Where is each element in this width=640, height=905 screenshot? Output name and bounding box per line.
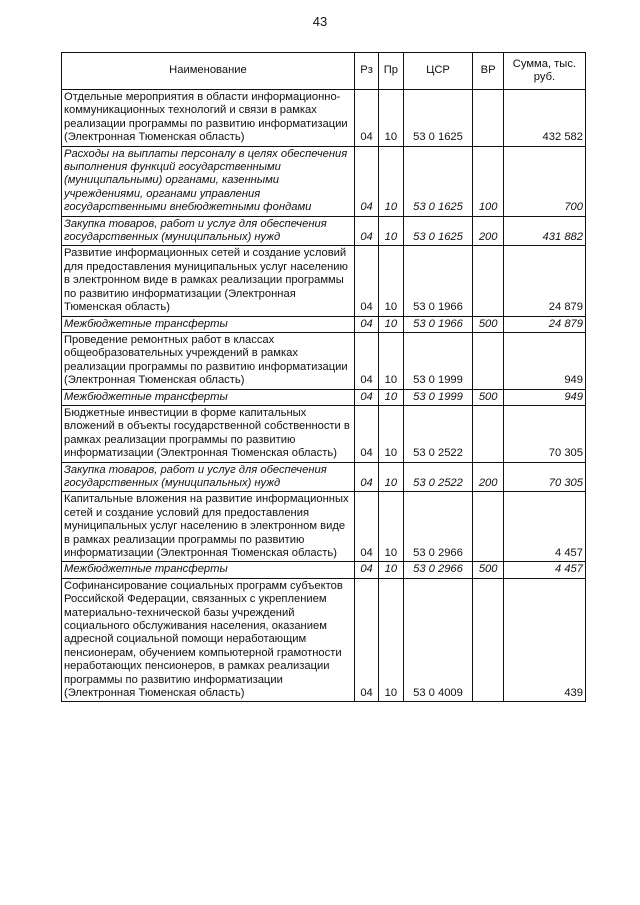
row-name: Межбюджетные трансферты [62,316,355,332]
column-header-sum: Сумма, тыс. руб. [503,53,585,90]
row-name: Расходы на выплаты персоналу в целях обеспечения выполнения функций государственными (муниципальными) органами, казенными учреждениями, органами управления государственными внебюджетными фондами [62,146,355,216]
row-sum: 4 457 [503,562,585,578]
row-csr: 53 0 1966 [403,246,473,316]
table-row [62,462,586,492]
row-csr: 53 0 1625 [403,216,473,246]
row-sum: 432 582 [503,90,585,147]
table-row [62,492,586,562]
row-name: Межбюджетные трансферты [62,562,355,578]
row-sum: 70 305 [503,405,585,462]
row-pr: 10 [379,90,403,147]
table-header-row [62,53,586,90]
row-pr: 10 [379,216,403,246]
row-rz: 04 [354,562,378,578]
row-name: Проведение ремонтных работ в классах общеобразовательных учреждений в рамках реализации программы по развитию информатизации (Электронная Тюменская область) [62,332,355,389]
row-vr [473,332,503,389]
column-header-rz: Рз [354,53,378,90]
row-vr: 200 [473,462,503,492]
row-pr: 10 [379,246,403,316]
row-name: Развитие информационных сетей и создание условий для предоставления муниципальных услуг населению в электронном виде в рамках реализации программы по развитию информатизации (Электронная Тюменская область) [62,246,355,316]
row-vr [473,578,503,702]
row-vr: 200 [473,216,503,246]
row-rz: 04 [354,405,378,462]
table-row [62,578,586,702]
table-row [62,146,586,216]
row-csr: 53 0 1999 [403,332,473,389]
row-name: Отдельные мероприятия в области информационно-коммуникационных технологий и связи в рамках реализации программы по развитию информатизации (Электронная Тюменская область) [62,90,355,147]
row-pr: 10 [379,332,403,389]
row-pr: 10 [379,562,403,578]
row-rz: 04 [354,332,378,389]
row-rz: 04 [354,90,378,147]
row-sum: 70 305 [503,462,585,492]
page-number: 43 [312,14,328,29]
table-row [62,405,586,462]
column-header-name: Наименование [62,53,355,90]
row-sum: 24 879 [503,246,585,316]
table-row [62,389,586,405]
row-pr: 10 [379,405,403,462]
row-csr: 53 0 2522 [403,405,473,462]
row-sum: 700 [503,146,585,216]
table-row [62,562,586,578]
column-header-pr: Пр [379,53,403,90]
row-csr: 53 0 4009 [403,578,473,702]
row-name: Софинансирование социальных программ субъектов Российской Федерации, связанных с укреплением материально-технической базы учреждений социального обслуживания населения, оказанием адресной социальной помощи неработающим пенсионерам, обучением компьютерной грамотности неработающих пенсионеров, в рамках реализации программы по развитию информатизации (Электронная Тюменская область) [62,578,355,702]
table-row [62,332,586,389]
column-header-vr: ВР [473,53,503,90]
row-sum: 949 [503,389,585,405]
column-header-csr: ЦСР [403,53,473,90]
row-rz: 04 [354,246,378,316]
row-pr: 10 [379,316,403,332]
row-rz: 04 [354,462,378,492]
row-pr: 10 [379,146,403,216]
row-name: Межбюджетные трансферты [62,389,355,405]
table-row [62,216,586,246]
row-pr: 10 [379,389,403,405]
table-row [62,246,586,316]
row-vr: 500 [473,562,503,578]
row-sum: 4 457 [503,492,585,562]
row-vr: 100 [473,146,503,216]
row-name: Закупка товаров, работ и услуг для обеспечения государственных (муниципальных) нужд [62,462,355,492]
row-rz: 04 [354,216,378,246]
row-vr: 500 [473,316,503,332]
row-sum: 431 882 [503,216,585,246]
row-csr: 53 0 1625 [403,146,473,216]
row-vr [473,492,503,562]
row-name: Закупка товаров, работ и услуг для обеспечения государственных (муниципальных) нужд [62,216,355,246]
row-pr: 10 [379,462,403,492]
row-sum: 24 879 [503,316,585,332]
row-vr [473,405,503,462]
row-sum: 949 [503,332,585,389]
row-csr: 53 0 1625 [403,90,473,147]
row-vr: 500 [473,389,503,405]
row-csr: 53 0 2966 [403,562,473,578]
row-rz: 04 [354,389,378,405]
row-rz: 04 [354,316,378,332]
table-row [62,90,586,147]
row-csr: 53 0 1999 [403,389,473,405]
row-rz: 04 [354,492,378,562]
budget-table [61,52,586,702]
row-vr [473,90,503,147]
row-csr: 53 0 1966 [403,316,473,332]
row-sum: 439 [503,578,585,702]
row-rz: 04 [354,578,378,702]
row-name: Капитальные вложения на развитие информационных сетей и создание условий для предоставления муниципальных услуг населению в электронном виде в рамках реализации программы по развитию информатизации (Электронная Тюменская область) [62,492,355,562]
table-row [62,316,586,332]
row-pr: 10 [379,578,403,702]
row-csr: 53 0 2522 [403,462,473,492]
row-pr: 10 [379,492,403,562]
row-name: Бюджетные инвестиции в форме капитальных вложений в объекты государственной собственности в рамках реализации программы по развитию информатизации (Электронная Тюменская область) [62,405,355,462]
row-vr [473,246,503,316]
row-csr: 53 0 2966 [403,492,473,562]
row-rz: 04 [354,146,378,216]
